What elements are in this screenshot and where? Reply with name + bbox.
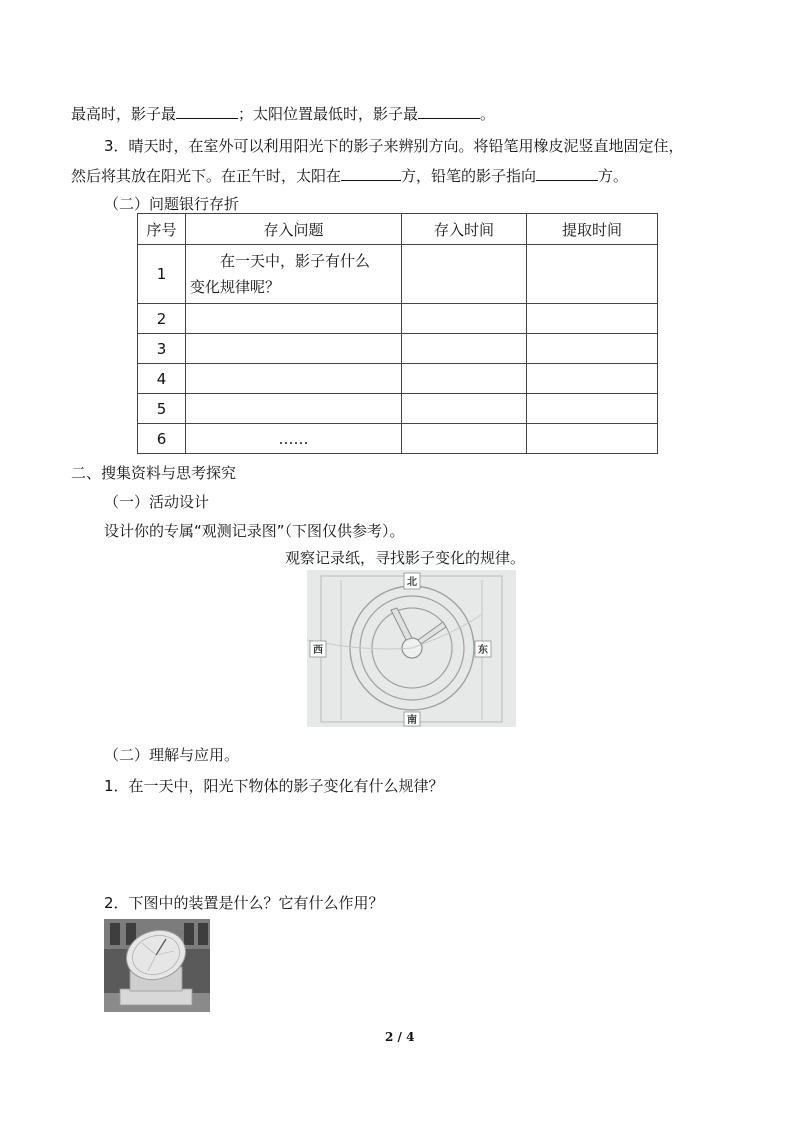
header-withdraw-time: 提取时间 [527,214,658,245]
text: 然后将其放在阳光下。在正午时，太阳在 [71,167,342,185]
table-row [138,334,658,364]
row-number: 3 [138,334,186,364]
row-number: 4 [138,364,186,394]
row-withdraw-time[interactable] [527,245,658,304]
header-number: 序号 [138,214,186,245]
activity-design-text: 设计你的专属“观测记录图”（下图仅供参考）。 [104,522,405,540]
table-row [138,245,658,304]
row-number: 6 [138,424,186,454]
compass-east-label: 东 [478,645,488,656]
table-row [138,394,658,424]
row-deposit-time[interactable] [402,334,527,364]
row-withdraw-time[interactable] [527,304,658,334]
row-deposit-time[interactable] [402,245,527,304]
row-withdraw-time[interactable] [527,334,658,364]
table-row [138,364,658,394]
row-number: 5 [138,394,186,424]
row-question[interactable] [186,364,402,394]
header-deposit-time: 存入时间 [402,214,527,245]
row-question[interactable] [186,245,402,304]
activity-design-title: （一）活动设计 [104,493,210,511]
question-text: 变化规律呢？ [190,278,281,296]
compass-north-label: 北 [407,577,417,588]
text: 方，铅笔的影子指向 [401,167,537,185]
question-text: 在一天中，影子有什么 [220,252,371,270]
question-device: 2．下图中的装置是什么？它有什么作用？ [104,894,384,912]
row-deposit-time[interactable] [402,424,527,454]
table-header-row [138,214,658,245]
sundial-photo [104,919,210,1012]
figure-caption: 观察记录纸，寻找影子变化的规律。 [285,549,526,567]
text: 最高时，影子最 [71,105,177,123]
row-question[interactable] [186,334,402,364]
question-3-line-2 [71,166,628,186]
header-question: 存入问题 [186,214,402,245]
answer-blank[interactable] [418,104,480,119]
text: 。 [480,105,496,123]
section-2-title: 二、搜集资料与思考探究 [71,464,237,482]
answer-blank[interactable] [176,104,238,119]
row-number: 1 [138,245,186,304]
row-number: 2 [138,304,186,334]
row-withdraw-time[interactable] [527,364,658,394]
row-deposit-time[interactable] [402,364,527,394]
row-withdraw-time[interactable] [527,424,658,454]
text: 3．晴天时，在室外可以利用阳光下的影子来辨别方向。将铅笔用橡皮泥竖直地固定住， [104,137,684,155]
answer-blank[interactable] [536,166,598,181]
row-question[interactable]: …… [186,424,402,454]
table-row [138,424,658,454]
fill-line-sun-position [71,104,495,124]
understand-title: （二）理解与应用。 [104,746,240,764]
text: ；太阳位置最低时，影子最 [238,105,419,123]
observation-record-figure [307,570,516,727]
row-question[interactable] [186,394,402,424]
question-shadow-pattern: 1．在一天中，阳光下物体的影子变化有什么规律？ [104,777,444,795]
compass-south-label: 南 [407,715,417,726]
compass-west-label: 西 [313,645,323,656]
section-question-bank-title: （二）问题银行存折 [104,195,240,213]
row-deposit-time[interactable] [402,394,527,424]
row-withdraw-time[interactable] [527,394,658,424]
row-question[interactable] [186,304,402,334]
row-deposit-time[interactable] [402,304,527,334]
question-bank-table [137,213,658,454]
table-row [138,304,658,334]
answer-blank[interactable] [341,166,401,181]
page-number: 2 / 4 [385,1030,415,1044]
text: 方。 [598,167,629,185]
question-3-line-1 [104,136,684,156]
